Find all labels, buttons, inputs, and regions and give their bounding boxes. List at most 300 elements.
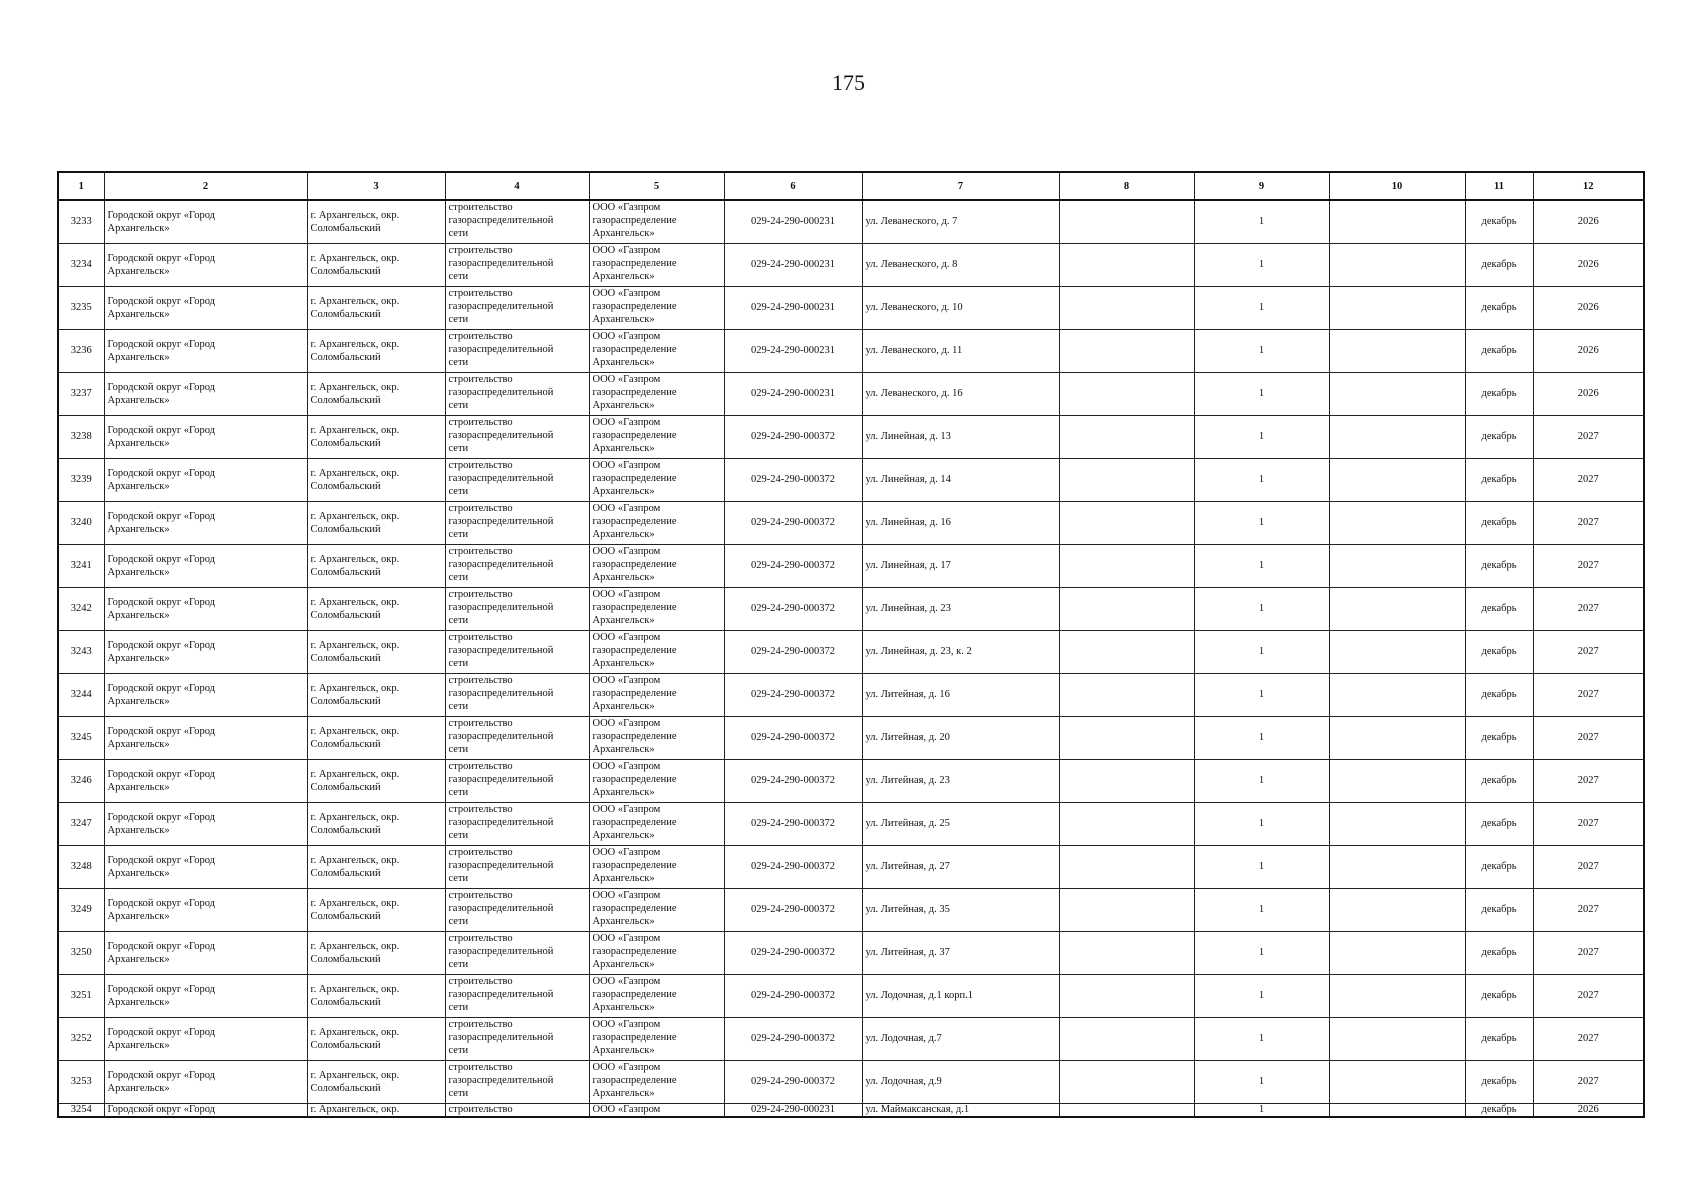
cell-address-text: ул. Леванеского, д. 10 [865,302,963,313]
cell-address [862,931,1059,974]
cell-month-text: декабрь [1481,990,1517,1001]
cell-row-number [58,931,104,974]
cell-col-10 [1329,587,1465,630]
cell-object-code [724,1103,862,1117]
cell-row-number-text: 3252 [70,1033,92,1044]
cell-locality-text: г. Архангельск, окр. Соломбальский [310,639,400,664]
cell-row-number [58,974,104,1017]
cell-work-type [445,888,589,931]
cell-work-type [445,501,589,544]
cell-col-8 [1059,329,1194,372]
cell-organization-text: ООО «Газпром газораспределение Архангельск» [592,932,677,970]
cell-object-code-text: 029-24-290-000372 [751,861,835,872]
cell-address-text: ул. Линейная, д. 14 [865,474,951,485]
cell-organization [589,1060,724,1103]
cell-col-10 [1329,501,1465,544]
cell-object-code [724,888,862,931]
cell-organization [589,286,724,329]
cell-year [1533,1060,1644,1103]
cell-row-number-text: 3243 [70,646,92,657]
cell-row-number-text: 3249 [70,904,92,915]
cell-address [862,458,1059,501]
cell-locality-text: г. Архангельск, окр. Соломбальский [310,854,400,879]
cell-municipality-text: Городской округ «Город Архангельск» [107,467,215,492]
column-header: 5 [589,172,724,200]
cell-col-10 [1329,845,1465,888]
cell-municipality [104,458,307,501]
register-table [57,171,1645,1118]
cell-work-type-text: строительство газораспределительной сети [448,760,554,798]
cell-row-number-text: 3244 [70,689,92,700]
cell-object-code-text: 029-24-290-000231 [751,345,835,356]
cell-address [862,329,1059,372]
cell-municipality-text: Городской округ «Город Архангельск» [107,338,215,363]
cell-row-number-text: 3238 [70,431,92,442]
cell-object-code [724,329,862,372]
cell-locality [307,802,445,845]
cell-organization-text: ООО «Газпром газораспределение Архангельск» [592,846,677,884]
table-row [58,716,1644,759]
cell-address [862,716,1059,759]
cell-col-8 [1059,243,1194,286]
cell-year [1533,243,1644,286]
table-row [58,1017,1644,1060]
cell-month-text: декабрь [1481,1076,1517,1087]
cell-municipality [104,329,307,372]
cell-col-10 [1329,673,1465,716]
cell-object-code-text: 029-24-290-000231 [751,216,835,228]
cell-object-code-text: 029-24-290-000231 [751,302,835,313]
cell-year-text: 2027 [1577,1033,1599,1044]
cell-quantity-text: 1 [1258,345,1265,356]
cell-organization [589,931,724,974]
cell-municipality-text: Городской округ «Город Архангельск» [107,596,215,621]
cell-address-text: ул. Леванеского, д. 8 [865,259,958,270]
cell-object-code [724,458,862,501]
cell-row-number [58,716,104,759]
cell-col-8 [1059,200,1194,243]
table-row [58,372,1644,415]
cell-municipality-text: Городской округ «Город Архангельск» [107,897,215,922]
cell-work-type [445,1103,589,1117]
cell-work-type [445,329,589,372]
cell-month [1465,673,1533,716]
cell-month [1465,415,1533,458]
cell-municipality-text: Городской округ «Город Архангельск» [107,381,215,406]
cell-locality [307,415,445,458]
cell-year-text: 2026 [1577,216,1599,228]
cell-municipality [104,372,307,415]
cell-col-8 [1059,716,1194,759]
cell-work-type-text: строительство газораспределительной сети [448,202,554,239]
cell-month-text: декабрь [1481,474,1517,485]
cell-quantity [1194,974,1329,1017]
cell-address-text: ул. Литейная, д. 35 [865,904,950,915]
cell-object-code [724,501,862,544]
cell-row-number [58,845,104,888]
cell-col-8 [1059,372,1194,415]
cell-municipality-text: Городской округ «Город Архангельск» [107,1026,215,1051]
cell-municipality-text: Городской округ «Город Архангельск» [107,252,215,277]
cell-municipality-text: Городской округ «Город [107,1103,215,1115]
cell-municipality [104,200,307,243]
cell-locality-text: г. Архангельск, окр. Соломбальский [310,381,400,406]
cell-address-text: ул. Леванеского, д. 11 [865,345,963,356]
cell-col-8 [1059,458,1194,501]
cell-month [1465,458,1533,501]
cell-row-number-text: 3237 [70,388,92,399]
cell-locality-text: г. Архангельск, окр. Соломбальский [310,725,400,750]
cell-organization [589,888,724,931]
cell-address [862,974,1059,1017]
cell-quantity [1194,458,1329,501]
cell-col-10 [1329,1017,1465,1060]
cell-organization-text: ООО «Газпром газораспределение Архангельск» [592,502,677,540]
cell-month-text: декабрь [1481,345,1517,356]
cell-row-number [58,888,104,931]
cell-locality-text: г. Архангельск, окр. Соломбальский [310,1026,400,1051]
cell-row-number-text: 3246 [70,775,92,786]
cell-locality-text: г. Архангельск, окр. Соломбальский [310,596,400,621]
cell-address-text: ул. Литейная, д. 27 [865,861,950,872]
column-header: 3 [307,172,445,200]
cell-work-type [445,845,589,888]
cell-row-number [58,329,104,372]
cell-row-number [58,415,104,458]
cell-work-type-text: строительство газораспределительной сети [448,889,554,927]
cell-address [862,415,1059,458]
cell-row-number-text: 3253 [70,1076,92,1087]
cell-quantity [1194,501,1329,544]
cell-work-type [445,716,589,759]
cell-col-10 [1329,544,1465,587]
cell-address-text: ул. Линейная, д. 16 [865,517,951,528]
cell-quantity [1194,673,1329,716]
cell-year-text: 2027 [1577,689,1599,700]
cell-organization [589,673,724,716]
cell-month [1465,587,1533,630]
cell-col-10 [1329,630,1465,673]
cell-locality [307,888,445,931]
cell-work-type-text: строительство газораспределительной сети [448,1061,554,1099]
cell-address [862,630,1059,673]
cell-col-10 [1329,458,1465,501]
cell-col-10 [1329,286,1465,329]
cell-quantity-text: 1 [1258,474,1265,485]
cell-quantity-text: 1 [1258,431,1265,442]
cell-year-text: 2027 [1577,431,1599,442]
cell-year [1533,587,1644,630]
cell-month [1465,931,1533,974]
cell-work-type-text: строительство газораспределительной сети [448,287,554,325]
cell-work-type-text: строительство газораспределительной сети [448,373,554,411]
cell-municipality [104,673,307,716]
cell-work-type [445,759,589,802]
table-row [58,673,1644,716]
cell-locality [307,329,445,372]
cell-quantity-text: 1 [1258,517,1265,528]
cell-work-type-text: строительство газораспределительной сети [448,459,554,497]
cell-row-number-text: 3248 [70,861,92,872]
cell-object-code-text: 029-24-290-000372 [751,474,835,485]
cell-organization [589,630,724,673]
cell-row-number [58,200,104,243]
cell-quantity [1194,329,1329,372]
table-row [58,802,1644,845]
cell-object-code [724,931,862,974]
cell-organization-text: ООО «Газпром газораспределение Архангельск» [592,545,677,583]
cell-work-type [445,286,589,329]
cell-object-code-text: 029-24-290-000231 [751,1103,835,1115]
cell-municipality [104,630,307,673]
cell-locality-text: г. Архангельск, окр. Соломбальский [310,252,400,277]
cell-organization [589,372,724,415]
cell-locality [307,372,445,415]
cell-row-number-text: 3235 [70,302,92,313]
cell-month-text: декабрь [1481,947,1517,958]
cell-locality-text: г. Архангельск, окр. Соломбальский [310,424,400,449]
cell-municipality-text: Городской округ «Город Архангельск» [107,811,215,836]
cell-organization-text: ООО «Газпром газораспределение Архангельск» [592,1018,677,1056]
cell-object-code [724,1060,862,1103]
cell-quantity [1194,888,1329,931]
cell-organization [589,845,724,888]
cell-work-type-text: строительство газораспределительной сети [448,674,554,712]
cell-address-text: ул. Лодочная, д.1 корп.1 [865,990,973,1001]
cell-quantity [1194,200,1329,243]
cell-organization-text: ООО «Газпром газораспределение Архангельск» [592,287,677,325]
table-row [58,544,1644,587]
table-row [58,888,1644,931]
cell-locality-text: г. Архангельск, окр. Соломбальский [310,1069,400,1094]
cell-quantity-text: 1 [1258,560,1265,571]
table-row [58,974,1644,1017]
cell-organization-text: ООО «Газпром газораспределение Архангельск» [592,373,677,411]
cell-quantity-text: 1 [1258,947,1265,958]
cell-organization-text: ООО «Газпром [592,1103,661,1115]
cell-work-type-text: строительство газораспределительной сети [448,717,554,755]
cell-row-number [58,630,104,673]
table-row [58,501,1644,544]
table-body [58,200,1644,1117]
cell-row-number [58,759,104,802]
cell-month [1465,1103,1533,1117]
cell-col-8 [1059,415,1194,458]
cell-work-type-text: строительство газораспределительной сети [448,975,554,1013]
cell-address [862,372,1059,415]
cell-locality-text: г. Архангельск, окр. Соломбальский [310,768,400,793]
cell-col-10 [1329,329,1465,372]
cell-organization-text: ООО «Газпром газораспределение Архангельск» [592,202,677,239]
cell-locality-text: г. Архангельск, окр. Соломбальский [310,209,400,234]
cell-col-10 [1329,888,1465,931]
cell-year [1533,544,1644,587]
cell-col-8 [1059,673,1194,716]
cell-year [1533,415,1644,458]
cell-row-number-text: 3236 [70,345,92,356]
cell-work-type [445,1060,589,1103]
column-header: 2 [104,172,307,200]
cell-municipality [104,243,307,286]
cell-month [1465,1060,1533,1103]
cell-month [1465,501,1533,544]
cell-object-code [724,673,862,716]
cell-quantity-text: 1 [1258,1103,1265,1115]
cell-address [862,243,1059,286]
cell-month [1465,286,1533,329]
cell-organization-text: ООО «Газпром газораспределение Архангельск» [592,889,677,927]
cell-address [862,888,1059,931]
cell-address [862,200,1059,243]
cell-year-text: 2026 [1577,1103,1599,1115]
cell-row-number-text: 3245 [70,732,92,743]
table-row [58,329,1644,372]
cell-object-code [724,974,862,1017]
cell-locality-text: г. Архангельск, окр. Соломбальский [310,897,400,922]
cell-address [862,587,1059,630]
cell-year-text: 2027 [1577,560,1599,571]
cell-locality [307,931,445,974]
table-row [58,931,1644,974]
cell-municipality-text: Городской округ «Город Архангельск» [107,1069,215,1094]
cell-work-type [445,931,589,974]
cell-year [1533,372,1644,415]
cell-year [1533,329,1644,372]
cell-organization-text: ООО «Газпром газораспределение Архангельск» [592,416,677,454]
cell-address-text: ул. Леванеского, д. 16 [865,388,963,399]
cell-year [1533,286,1644,329]
cell-quantity-text: 1 [1258,259,1265,270]
cell-year [1533,974,1644,1017]
cell-municipality-text: Городской округ «Город Архангельск» [107,682,215,707]
cell-address-text: ул. Литейная, д. 25 [865,818,950,829]
cell-address-text: ул. Линейная, д. 13 [865,431,951,442]
cell-quantity-text: 1 [1258,603,1265,614]
cell-year [1533,931,1644,974]
column-header: 11 [1465,172,1533,200]
column-header: 1 [58,172,104,200]
cell-locality [307,200,445,243]
column-header: 8 [1059,172,1194,200]
table-row [58,243,1644,286]
cell-work-type [445,1017,589,1060]
cell-month [1465,243,1533,286]
cell-address [862,802,1059,845]
cell-year [1533,458,1644,501]
cell-organization [589,802,724,845]
cell-object-code [724,286,862,329]
cell-object-code-text: 029-24-290-000372 [751,775,835,786]
cell-col-8 [1059,1017,1194,1060]
cell-col-8 [1059,759,1194,802]
cell-municipality [104,1017,307,1060]
cell-month-text: декабрь [1481,732,1517,743]
cell-municipality [104,888,307,931]
cell-col-8 [1059,931,1194,974]
cell-work-type [445,587,589,630]
cell-month-text: декабрь [1481,1103,1517,1115]
cell-work-type [445,415,589,458]
cell-col-8 [1059,501,1194,544]
cell-locality-text: г. Архангельск, окр. Соломбальский [310,295,400,320]
cell-year [1533,888,1644,931]
cell-locality [307,759,445,802]
cell-row-number-text: 3242 [70,603,92,614]
cell-month-text: декабрь [1481,646,1517,657]
cell-locality-text: г. Архангельск, окр. Соломбальский [310,811,400,836]
cell-month [1465,759,1533,802]
cell-object-code [724,630,862,673]
cell-col-10 [1329,802,1465,845]
cell-work-type-text: строительство газораспределительной сети [448,932,554,970]
cell-locality [307,501,445,544]
cell-year [1533,1103,1644,1117]
cell-address-text: ул. Литейная, д. 16 [865,689,950,700]
cell-address [862,1103,1059,1117]
cell-quantity-text: 1 [1258,1076,1265,1087]
cell-municipality [104,415,307,458]
cell-col-8 [1059,974,1194,1017]
column-header: 7 [862,172,1059,200]
cell-locality [307,1060,445,1103]
cell-organization [589,415,724,458]
cell-quantity-text: 1 [1258,1033,1265,1044]
cell-month-text: декабрь [1481,689,1517,700]
page-number: 175 [832,70,865,95]
cell-work-type-text: строительство газораспределительной сети [448,631,554,669]
cell-object-code-text: 029-24-290-000372 [751,560,835,571]
cell-quantity [1194,759,1329,802]
cell-work-type-text: строительство [448,1103,513,1115]
cell-row-number [58,1060,104,1103]
cell-locality-text: г. Архангельск, окр. [310,1103,400,1115]
cell-col-10 [1329,1103,1465,1117]
cell-object-code [724,243,862,286]
cell-organization [589,1017,724,1060]
cell-object-code [724,415,862,458]
cell-object-code-text: 029-24-290-000372 [751,732,835,743]
cell-object-code-text: 029-24-290-000372 [751,818,835,829]
cell-row-number-text: 3241 [70,560,92,571]
cell-organization-text: ООО «Газпром газораспределение Архангельск» [592,717,677,755]
cell-object-code [724,200,862,243]
cell-col-10 [1329,243,1465,286]
cell-row-number-text: 3247 [70,818,92,829]
cell-quantity [1194,415,1329,458]
cell-row-number [58,544,104,587]
cell-municipality [104,286,307,329]
table-row [58,630,1644,673]
table-row [58,458,1644,501]
cell-locality [307,845,445,888]
cell-col-8 [1059,888,1194,931]
cell-quantity-text: 1 [1258,904,1265,915]
cell-municipality [104,501,307,544]
cell-work-type-text: строительство газораспределительной сети [448,502,554,540]
cell-municipality-text: Городской округ «Город Архангельск» [107,553,215,578]
cell-work-type [445,372,589,415]
cell-work-type-text: строительство газораспределительной сети [448,846,554,884]
cell-work-type [445,243,589,286]
cell-month-text: декабрь [1481,861,1517,872]
cell-quantity-text: 1 [1258,302,1265,313]
cell-year-text: 2027 [1577,818,1599,829]
cell-month-text: декабрь [1481,216,1517,228]
cell-col-10 [1329,415,1465,458]
cell-month-text: декабрь [1481,603,1517,614]
cell-year-text: 2027 [1577,775,1599,786]
cell-quantity-text: 1 [1258,732,1265,743]
